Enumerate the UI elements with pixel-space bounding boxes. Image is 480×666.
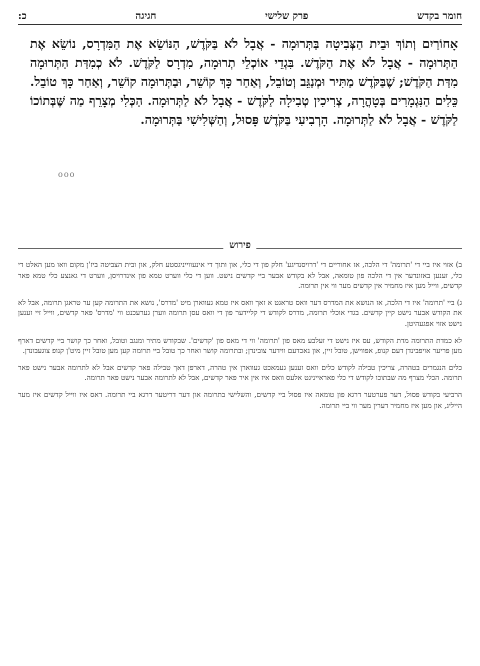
- commentary-heading: [18, 240, 462, 256]
- commentary-body: [18, 260, 462, 658]
- section-separator: ooo: [58, 170, 76, 179]
- commentary-paragraph-5: הרביעי בקודש פסול, דער פערטער דרגא פון טומאה איז פסול ביי קדשים, והשלישי בתרומה און דער דריטער דרגא ביי תרומה. דאס איז ווייל קדשים איז מער הייליג, און מען איז מחמיר דערין מער ווי ביי תרומה.: [18, 389, 462, 410]
- commentary-paragraph-1: ב) אזוי איז ביי די 'תרומה' די הלכה, אז אחוריים די 'דרויסנדיגע' חלק פון די כלי, און ותוך די אינעווייניגסטע חלק, און ובית הצביטה ביז'ן מקום וואו מען האלט די כלי, זענען באזונדער אין די הלכה פון טומאה, אבל לא בקודש אבער ביי קדשים נישט. ווען די כלי ווערט טמא פון אינדרויסן, ווערט די גאנצע כלי טמא פאר קדשים, ווייל מען איז מחמיר אין קדשים מער ווי אין תרומה.: [18, 260, 462, 291]
- commentary-paragraph-2: ג) ביי 'תרומה' איז די הלכה, אז הנושא את המדרס דער וואס טראגט א זאך וואס איז טמא געווארן מיט 'מדרס', נושא את התרומה קען ער טראגן תרומה, אבל לא את הקודש אבער נישט קיין קדשים. בגדי אוכלי תרומה, מדרס לקודש די קליידער פון די וואס עסן תרומה ווערן גערעכנט ווי 'מדרס' פאר קדשים, ווייל זיי זענען נישט אזוי אפגעהיטן.: [18, 297, 462, 328]
- mishnah-text: אָחוֹרַיִם וְתוֹךְ וּבֵית הַצְּבִיטָה בַּתְּרוּמָה - אֲבָל לֹא בַּקֹּדֶשׁ, הַנּוֹשֵׂא אֶת הַמִּדְרָס, נוֹשֵׂא אֶת הַתְּרוּמָה - אֲבָל לֹא אֶת הַקֹּדֶשׁ. בִּגְדֵי אוֹכְלֵי תְרוּמָה, מִדְרָס לַקֹּדֶשׁ. לֹא כְמִדַּת הַתְּרוּמָה מִדַּת הַקֹּדֶשׁ; שֶׁבַּקֹּדֶשׁ מַתִּיר וּמְנַגֵּב וְטוֹבֵל, וְאַחַר כָּךְ קוֹשֵׁר, וּבַתְּרוּמָה קוֹשֵׁר, וְאַחַר כָּךְ טוֹבֵל. כֵּלִים הַנִּגְמָרִים בְּטָהֳרָה, צְרִיכִין טְבִילָה לַקֹּדֶשׁ - אֲבָל לֹא לַתְּרוּמָה. הַכְּלִי מְצָרֵף מַה שֶּׁבְּתוֹכוֹ לַקֹּדֶשׁ - אֲבָל לֹא לַתְּרוּמָה. הָרְבִיעִי בַּקֹּדֶשׁ פָּסוּל, וְהַשְּׁלִישִׁי בַּתְּרוּמָה.: [30, 36, 458, 127]
- header-chapter: פרק שלישי: [265, 11, 309, 22]
- header-tractate-right: חומר בקדש: [417, 11, 462, 22]
- running-header: [18, 6, 462, 22]
- header-tractate: חגיגה: [135, 11, 157, 22]
- header-folio: כ:: [18, 11, 27, 22]
- commentary-paragraph-3: לא כמדת התרומה מדת הקודש, עס איז נישט די זעלבע מאס פון 'תרומה' ווי די מאס פון 'קדשים'. שבקודש מתיר ומנגב וטובל, ואחר כך קושר ביי קדשים דארף מען פריער אויפבינדן דעם קנופ, אפווישן, טובל זיין, און נאכדעם ווידער צובינדן; ובתרומה קושר ואחר כך טובל ביי תרומה קען מען טובל זיין מיט'ן קנופ צוגעבונדן.: [18, 335, 462, 356]
- commentary-title: פירוש: [223, 240, 256, 251]
- commentary-paragraph-4: כלים הנגמרים בטהרה, צריכין טבילה לקודש כלים וואס זענען געמאכט געווארן אין טהרה, דארפן דאך טבילה פאר קדשים אבל לא לתרומה אבער נישט פאר תרומה. הכלי מצרף מה שבתוכו לקודש די כלי פאראייניגט אלעס וואס איז אין איר פאר קדשים, אבל לא לתרומה אבער נישט פאר תרומה.: [18, 362, 462, 383]
- header-rule: [18, 24, 462, 25]
